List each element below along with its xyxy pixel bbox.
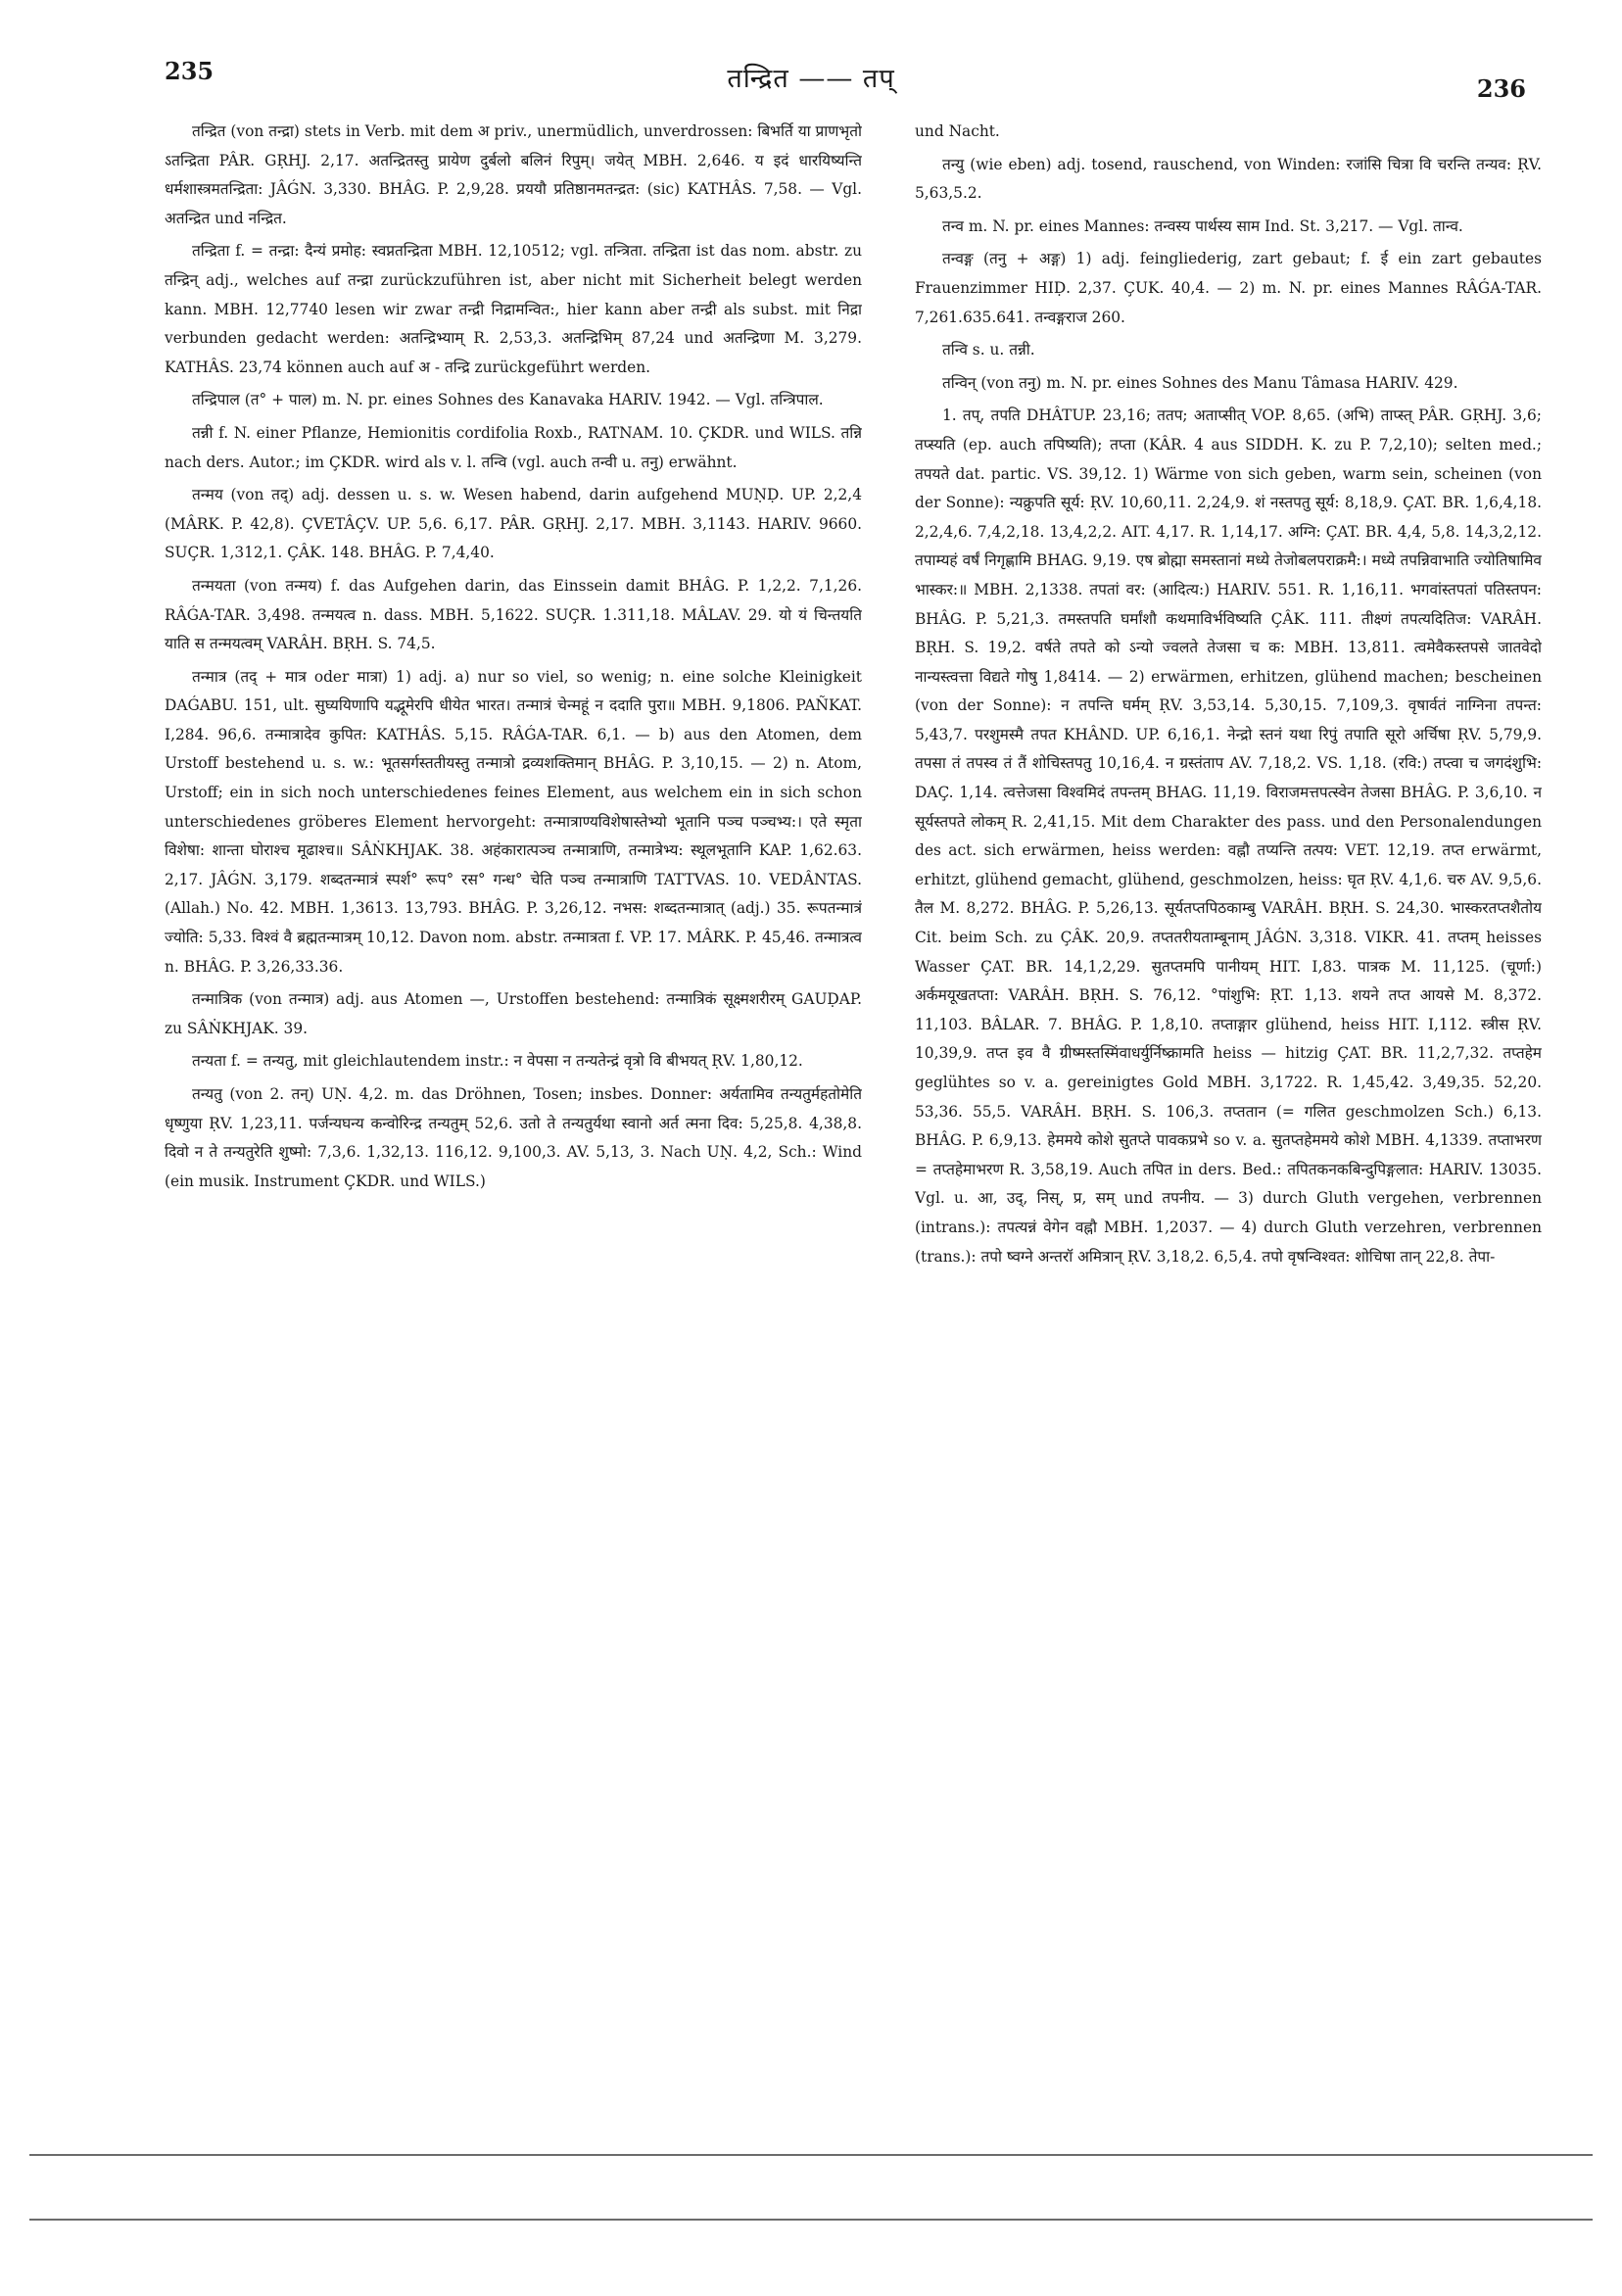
entry-tanyata: तन्यता f. = तन्यतु, mit gleichlautendem instr.: न वेपसा न तन्यतेन्द्रं वृत्रो वि बीभयत् ṚV. 1,80,12. [192, 1052, 803, 1071]
footer-rule-lower [29, 2219, 1593, 2221]
entry-tanmaya: तन्मय (von तद्) adj. dessen u. s. w. Wesen habend, darin aufgehend MUṆḌ. UP. 2,2,4 (MÂRK. P. 42,8). ÇVETÂÇV. UP. 5,6. 6,17. PÂR. GṚHJ. 2,17. MBH. 3,1143. HARIV. 9660. SUÇR. 1,312,1. ÇÂK. 148. BHÂG. P. 7,4,40. [165, 486, 862, 562]
entry-tanmatrika: तन्मात्रिक (von तन्मात्र) adj. aus Atomen —, Urstoffen bestehend: तन्मात्रिकं सूक्ष्मशरीरम् GAUḌAP. zu SÂṄKHJAK. 39. [165, 990, 862, 1037]
entry-tandripala: तन्द्रिपाल (त° + पाल) m. N. pr. eines Sohnes des Kanavaka HARIV. 1942. — Vgl. तन्त्रिपाल. [192, 391, 824, 409]
entry-tanyatu: तन्यतु (von 2. तन्) UṆ. 4,2. m. das Dröhnen, Tosen; insbes. Donner: अर्यतामिव तन्यतुर्महतोमेति धृष्णुया ṚV. 1,23,11. पर्जन्यघन्य कन्वोरिन्द्र तन्यतुम् 52,6. उतो ते तन्यतुर्यथा स्वानो अर्त त्मना दिव: 5,25,8. 4,38,8. दिवो न ते तन्यतुरेति शुष्मो: 7,3,6. 1,32,13. 116,12. 9,100,3. AV. 5,13, 3. Nach UṆ. 4,2, Sch.: Wind (ein musik. Instrument ÇKDR. und WILS.) [165, 1085, 862, 1190]
right-column [915, 118, 1542, 2067]
entry-tap: 1. तप्, तपति DHÂTUP. 23,16; ततप; अताप्सीत् VOP. 8,65. (अभि) ताप्स्त् PÂR. GṚHJ. 3,6; तप्स्यति (ep. auch तपिष्यति); तप्ता (KÂR. 4 aus SIDDH. K. zu P. 7,2,10); selten med.; तपयते dat. partic. VS. 39,12. 1) Wärme von sich geben, warm sein, scheinen (von der Sonne): न्यक्रुपति सूर्य: ṚV. 10,60,11. 2,24,9. शं नस्तपतु सूर्य: 8,18,9. ÇAT. BR. 1,6,4,18. 2,2,4,6. 7,4,2,18. 13,4,2,2. AIT. 4,17. R. 1,14,17. अग्नि: ÇAT. BR. 4,4, 5,8. 14,3,2,12. तपाम्यहं वर्षं निगृह्णामि BHAG. 9,19. एष ब्रोह्मा समस्तानां मध्ये तेजोबलपराक्रमै:। मध्ये तपन्निवाभाति ज्योतिषामिव भास्कर:॥ MBH. 2,1338. तपतां वर: (आदित्य:) HARIV. 551. R. 1,16,11. भगवांस्तपतां पतिस्तपन: BHÂG. P. 5,21,3. तमस्तपति घर्मांशौ कथमाविर्भविष्यति ÇÂK. 111. तीक्ष्णं तपत्यदितिज: VARÂH. BṚH. S. 19,2. वर्षते तपते को ऽन्यो ज्वलते तेजसा च क: MBH. 13,811. त्वमेवैकस्तपसे जातवेदो नान्यस्त्वत्ता विद्यते गोषु 1,8414. — 2) erwärmen, erhitzen, glühend machen; bescheinen (von der Sonne): न तपन्ति घर्मम् ṚV. 3,53,14. 5,30,15. 7,109,3. वृषार्वतं नाग्निना तपन्त: 5,43,7. परशुमस्मै तपत KHÂND. UP. 6,16,1. नेन्द्रो स्तनं यथा रिपुं तपाति सूरो अर्चिषा ṚV. 5,79,9. तपसा तं तपस्व तं तैं शोचिस्तपतु 10,16,4. न ग्रस्तंताप AV. 7,18,2. VS. 1,18. (रवि:) तप्त्वा च जगदंशुभि: DAÇ. 1,14. त्वत्तेजसा विश्वमिदं तपन्तम् BHAG. 11,19. विराजमत्तपत्स्वेन तेजसा BHÂG. P. 3,6,10. न सूर्यस्तपते लोकम् R. 2,41,15. Mit dem Charakter des pass. und den Personalendungen des act. sich erwärmen, heiss werden: वह्नौ तप्यन्ति तत्पय: VET. 12,19. तप्त erwärmt, erhitzt, glühend gemacht, glühend, geschmolzen, heiss: घृत ṚV. 4,1,6. चरु AV. 9,5,6. तैल M. 8,272. BHÂG. P. 5,26,13. सूर्यतप्तपिठकाम्बु VARÂH. BṚH. S. 24,30. भास्करतप्तशैतोय Cit. beim Sch. zu ÇÂK. 20,9. तप्ततरीयताम्बूनाम् JÂǴN. 3,318. VIKR. 41. तप्तम् heisses Wasser ÇAT. BR. 14,1,2,29. सुतप्तमपि पानीयम् HIT. I,83. पात्रक M. 11,125. (चूर्णा:) अर्कमयूखतप्ता: VARÂH. BṚH. S. 76,12. °पांशुभि: ṚT. 1,13. शयने तप्त आयसे M. 8,372. 11,103. BÂLAR. 7. BHÂG. P. 1,8,10. तप्ताङ्गार glühend, heiss HIT. I,112. स्त्रीस ṚV. 10,39,9. तप्त इव वै ग्रीष्मस्तस्मिंवाधर्युर्निष्क्रामति heiss — hitzig ÇAT. BR. 11,2,7,32. तप्तहेम geglühtes so v. a. gereinigtes Gold MBH. 3,1722. R. 1,45,42. 3,49,35. 52,20. 53,36. 55,5. VARÂH. BṚH. S. 106,3. तप्ततान (= गलित geschmolzen Sch.) 6,13. BHÂG. P. 6,9,13. हेममये कोशे सुतप्ते पावकप्रभे so v. a. सुतप्तहेममये कोशे MBH. 4,1339. तप्ताभरण = तप्तहेमाभरण R. 3,58,19. Auch तपित in ders. Bed.: तपितकनकबिन्दुपिङ्गलात: HARIV. 13035. Vgl. u. आ, उद्, निस्, प्र, सम् und तपनीय. — 3) durch Gluth vergehen, verbrennen (intrans.): तपत्यन्नं वेगेन वह्नौ MBH. 1,2037. — 4) durch Gluth verzehren, verbrennen (trans.): तपो ष्वग्ने अन्तरॉ अमित्रान् ṚV. 3,18,2. 6,5,4. तपो वृषन्विश्वत: शोचिषा तान् 22,8. तेपा- [915, 407, 1542, 1266]
running-head: तन्द्रित —— तप् [727, 64, 895, 94]
entry-tanvi: तन्वि s. u. तन्नी. [942, 341, 1035, 359]
entry-tandrita: तन्द्रित (von तन्द्रा) stets in Verb. mit dem अ priv., unermüdlich, unverdrossen: बिभर्ति या प्राणभृतो ऽतन्द्रिता PÂR. GṚHJ. 2,17. अतन्द्रितस्तु प्रायेण दुर्बलो बलिनं रिपुम्। जयेत् MBH. 2,646. य इदं धारयिष्यन्ति धर्मशास्त्रमतन्द्रिता: JÂǴN. 3,330. BHÂG. P. 2,9,28. प्रययौ प्रतिष्ठानमतन्द्रत: (sic) KATHÂS. 7,58. — Vgl. अतन्द्रित und नन्द्रित. [165, 122, 862, 227]
entry-tanmatra: तन्मात्र (तद् + मात्र oder मात्रा) 1) adj. a) nur so viel, so wenig; n. eine solche Kleinigkeit DAǴABU. 151, ult. सुघ्ययिणापि यद्भूमेरपि धीयेत भारत। तन्मात्रं चेन्महूं न ददाति पुरा॥ MBH. 9,1806. PAÑKAT. I,284. 96,6. तन्मात्रादेव कुपित: KATHÂS. 5,15. RÂǴA-TAR. 6,1. — b) aus den Atomen, dem Urstoff bestehend u. s. w.: भूतसर्गस्ततीयस्तु तन्मात्रो द्रव्यशक्तिमान् BHÂG. P. 3,10,15. — 2) n. Atom, Urstoff; ein in sich noch unterschiedenes feines Element, aus welchem ein in sich schon unterschiedenes gröberes Element hervorgeht: तन्मात्राण्यविशेषास्तेभ्यो भूतानि पञ्च पञ्चभ्य:। एते स्मृता विशेषा: शान्ता घोराश्च मूढाश्च॥ SÂṄKHJAK. 38. अहंकारात्पञ्च तन्मात्राणि, तन्मात्रेभ्य: स्थूलभूतानि KAP. 1,62.63. 2,17. JÂǴN. 3,179. शब्दतन्मात्रं स्पर्श° रूप° रस° गन्ध° चेति पञ्च तन्मात्राणि TATTVAS. 10. VEDÂNTAS. (Allah.) No. 42. MBH. 1,3613. 13,793. BHÂG. P. 3,26,12. नभस: शब्दतन्मात्रात् (adj.) 35. रूपतन्मात्रं ज्योति: 5,33. विश्वं वै ब्रह्मतन्मात्रम् 10,12. Davon nom. abstr. तन्मात्रता f. VP. 17. MÂRK. P. 45,46. तन्मात्रत्व n. BHÂG. P. 3,26,33.36. [165, 667, 862, 976]
entry-tanyu: तन्यु (wie eben) adj. tosend, rauschend, von Winden: रजांसि चित्रा वि चरन्ति तन्यव: ṚV. 5,63,5.2. [915, 155, 1542, 203]
page-number-left: 235 [165, 57, 215, 85]
entry-tanni: तन्नी f. N. einer Pflanze, Hemionitis cordifolia Roxb., RATNAM. 10. ÇKDR. und WILS. तन्नि nach ders. Autor.; im ÇKDR. wird als v. l. तन्वि (vgl. auch तन्वी u. तनु) erwähnt. [165, 423, 862, 471]
entry-tanmayata: तन्मयता (von तन्मय) f. das Aufgehen darin, das Einssein damit BHÂG. P. 1,2,2. 7,1,26. RÂǴA-TAR. 3,498. तन्मयत्व n. dass. MBH. 5,1622. SUÇR. 1.311,18. MÂLAV. 29. यो यं चिन्तयति याति स तन्मयत्वम् VARÂH. BṚH. S. 74,5. [165, 576, 862, 653]
entry-continuation: und Nacht. [915, 122, 1000, 140]
footer-rule [29, 2154, 1593, 2156]
page-number-right: 236 [1476, 74, 1526, 103]
entry-tandrita-f: तन्द्रिता f. = तन्द्रा: दैन्यं प्रमोह: स्वप्नतन्द्रिता MBH. 12,10512; vgl. तन्त्रिता. तन्द्रिता ist das nom. abstr. zu तन्द्रिन् adj., welches auf तन्द्रा zurückzuführen ist, aber nicht mit Sicherheit belegt werden kann. MBH. 12,7740 lesen wir zwar तन्द्री निद्रामन्वित:, hier kann aber तन्द्री als subst. mit निद्रा verbunden gedacht werden: अतन्द्रिभ्याम् R. 2,53,3. अतन्द्रिभिम् 87,24 und अतन्द्रिणा M. 3,279. KATHÂS. 23,74 können auch auf अ - तन्द्रि zurückgeführt werden. [165, 242, 862, 376]
entry-tanva: तन्व m. N. pr. eines Mannes: तन्वस्य पार्थस्य साम Ind. St. 3,217. — Vgl. तान्व. [942, 216, 1463, 235]
entry-tanvin: तन्विन् (von तनु) m. N. pr. eines Sohnes des Manu Tâmasa HARIV. 429. [942, 373, 1458, 392]
page-header [0, 57, 1622, 106]
left-column [165, 118, 862, 2067]
entry-tanvanga: तन्वङ्ग (तनु + अङ्ग) 1) adj. feingliederig, zart gebaut; f. ई ein zart gebautes Frauenzimmer HIḌ. 2,37. ÇUK. 40,4. — 2) m. N. pr. eines Mannes RÂǴA-TAR. 7,261.635.641. तन्वङ्गराज 260. [915, 250, 1542, 326]
